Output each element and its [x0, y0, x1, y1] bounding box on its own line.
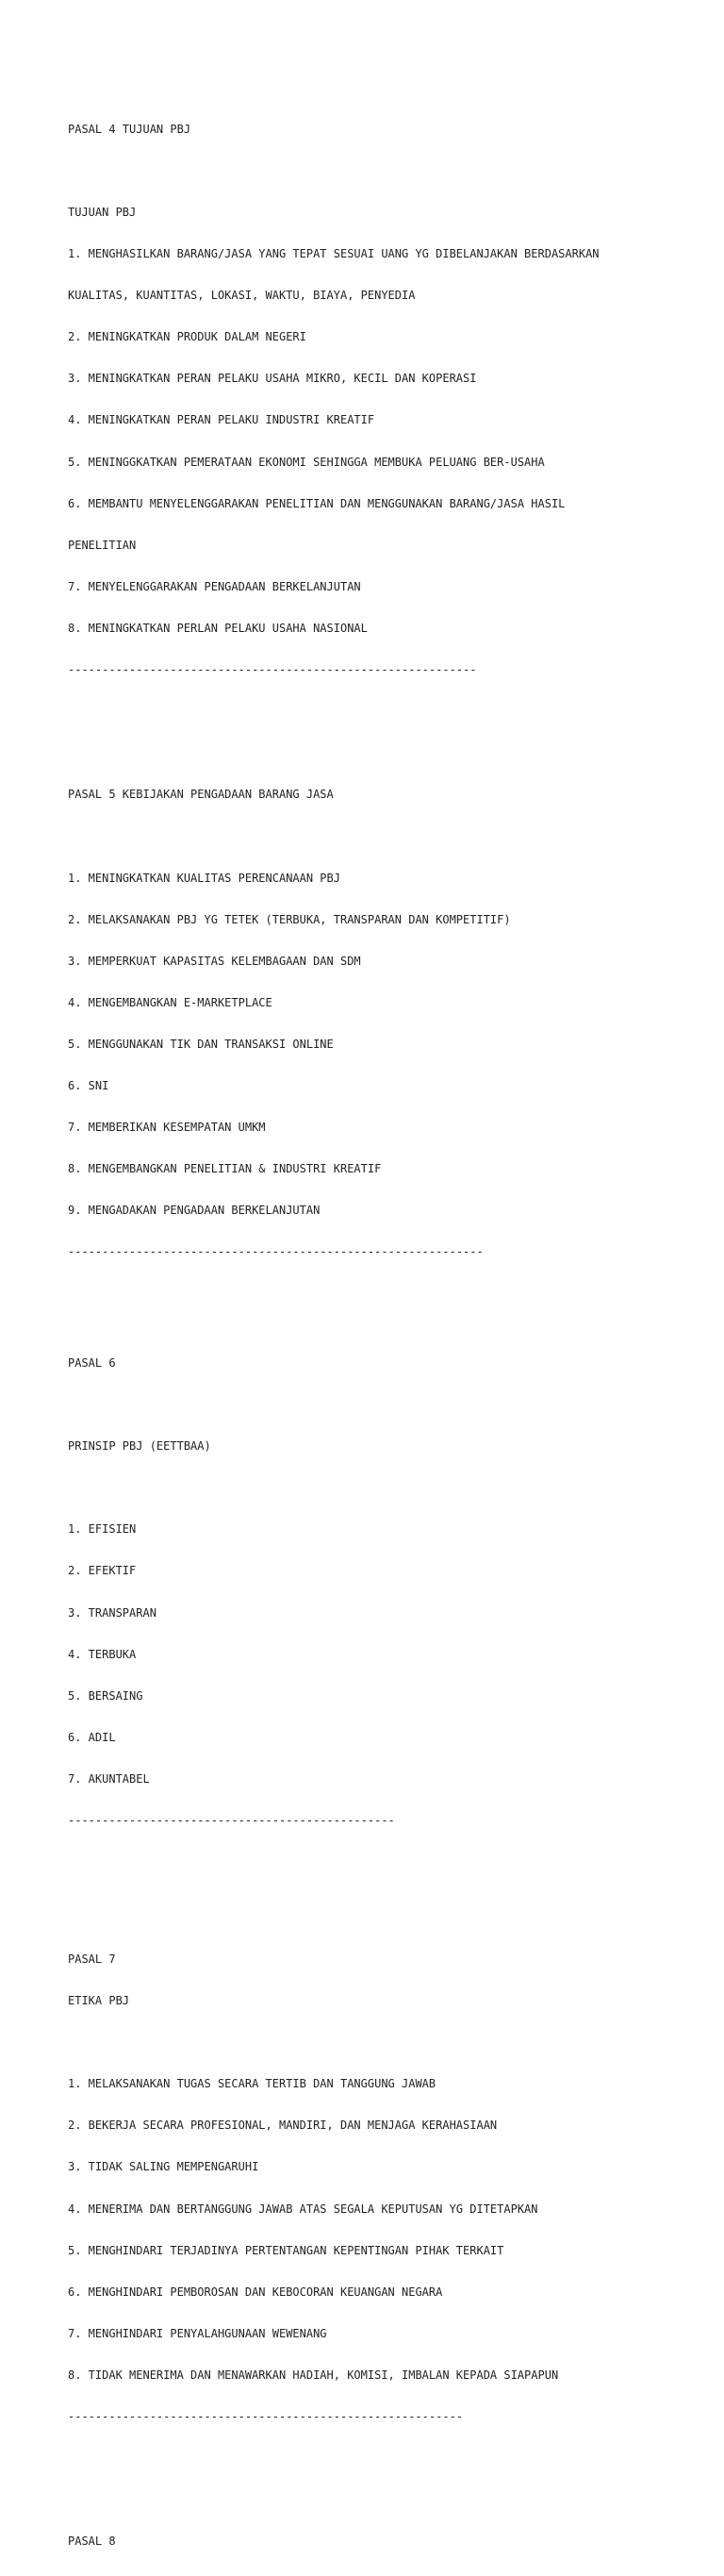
blank-line: [68, 829, 709, 843]
blank-line: [68, 2451, 709, 2479]
pasal-7-item: 6. MENGHINDARI PEMBOROSAN DAN KEBOCORAN KEUANGAN NEGARA: [68, 2285, 443, 2299]
pasal-6-item: 7. AKUNTABEL: [68, 1771, 150, 1786]
pasal-7-item: 7. MENGHINDARI PENYALAHGUNAAN WEWENANG: [68, 2326, 327, 2340]
blank-line: [68, 164, 709, 178]
pasal-6-heading: PASAL 6: [68, 1355, 116, 1370]
pasal-5-item: 7. MEMBERIKAN KESEMPATAN UMKM: [68, 1121, 266, 1135]
pasal-4-item: 4. MENINGKATKAN PERAN PELAKU INDUSTRI KREATIF: [68, 413, 375, 427]
section-divider: -------------------------------------------------------------: [68, 1245, 484, 1259]
pasal-6-item: 2. EFEKTIF: [68, 1564, 137, 1578]
pasal-6-item: 1. EFISIEN: [68, 1522, 137, 1537]
blank-line: [68, 1287, 709, 1301]
blank-line: [68, 2036, 709, 2050]
document-body: [68, 67, 709, 2576]
pasal-6-subheading: PRINSIP PBJ (EETTBAA): [68, 1439, 211, 1454]
pasal-5-item: 5. MENGGUNAKAN TIK DAN TRANSAKSI ONLINE: [68, 1037, 334, 1051]
pasal-4-item: 3. MENINGKATKAN PERAN PELAKU USAHA MIKRO, KECIL DAN KOPERASI: [68, 372, 477, 386]
section-divider: ------------------------------------------------------------: [68, 663, 477, 677]
pasal-6-item: 4. TERBUKA: [68, 1647, 137, 1661]
pasal-4-subheading: TUJUAN PBJ: [68, 206, 137, 219]
pasal-5-item: 4. MENGEMBANGKAN E-MARKETPLACE: [68, 995, 272, 1009]
pasal-5-item: 3. MEMPERKUAT KAPASITAS KELEMBAGAAN DAN SDM: [68, 954, 361, 968]
pasal-7-item: 3. TIDAK SALING MEMPENGARUHI: [68, 2160, 259, 2174]
pasal-8-heading: PASAL 8: [68, 2534, 116, 2549]
pasal-5-item: 6. SNI: [68, 1078, 109, 1092]
pasal-4-item: 6. MEMBANTU MENYELENGGARAKAN PENELITIAN DAN MENGGUNAKAN BARANG/JASA HASIL: [68, 496, 566, 510]
blank-line: [68, 1855, 709, 1897]
pasal-6-item: 5. BERSAING: [68, 1688, 143, 1703]
pasal-7-item: 5. MENGHINDARI TERJADINYA PERTENTANGAN KEPENTINGAN PIHAK TERKAIT: [68, 2243, 504, 2257]
section-divider: ----------------------------------------------------------: [68, 2410, 464, 2424]
pasal-6-item: 6. ADIL: [68, 1730, 116, 1744]
pasal-4-item: 8. MENINGKATKAN PERLAN PELAKU USAHA NASIONAL: [68, 621, 368, 635]
section-divider: ------------------------------------------------: [68, 1813, 395, 1827]
blank-line: [68, 705, 709, 732]
pasal-4-item: PENELITIAN: [68, 538, 137, 552]
pasal-4-item: KUALITAS, KUANTITAS, LOKASI, WAKTU, BIAYA, PENYEDIA: [68, 289, 416, 303]
pasal-6-item: 3. TRANSPARAN: [68, 1605, 156, 1620]
pasal-7-item: 2. BEKERJA SECARA PROFESIONAL, MANDIRI, DAN MENJAGA KERAHASIAAN: [68, 2119, 498, 2133]
pasal-7-subheading: ETIKA PBJ: [68, 1994, 130, 2008]
pasal-4-item: 5. MENINGGKATKAN PEMERATAAN EKONOMI SEHINGGA MEMBUKA PELUANG BER-USAHA: [68, 455, 545, 469]
pasal-5-item: 2. MELAKSANAKAN PBJ YG TETEK (TERBUKA, TRANSPARAN DAN KOMPETITIF): [68, 912, 511, 926]
pasal-4-item: 7. MENYELENGGARAKAN PENGADAAN BERKELANJUTAN: [68, 579, 361, 593]
pasal-4-item: 1. MENGHASILKAN BARANG/JASA YANG TEPAT SESUAI UANG YG DIBELANJAKAN BERDASARKAN: [68, 247, 600, 261]
pasal-5-heading: PASAL 5 KEBIJAKAN PENGADAAN BARANG JASA: [68, 788, 334, 802]
pasal-5-item: 1. MENINGKATKAN KUALITAS PERENCANAAN PBJ: [68, 871, 340, 885]
pasal-7-item: 1. MELAKSANAKAN TUGAS SECARA TERTIB DAN TANGGUNG JAWAB: [68, 2077, 436, 2091]
pasal-4-item: 2. MENINGKATKAN PRODUK DALAM NEGERI: [68, 330, 306, 344]
pasal-7-heading: PASAL 7: [68, 1952, 116, 1966]
pasal-5-item: 8. MENGEMBANGKAN PENELITIAN & INDUSTRI KREATIF: [68, 1162, 382, 1176]
pasal-7-item: 8. TIDAK MENERIMA DAN MENAWARKAN HADIAH, KOMISI, IMBALAN KEPADA SIAPAPUN: [68, 2368, 559, 2382]
pasal-4-heading: PASAL 4 TUJUAN PBJ: [68, 122, 191, 136]
blank-line: [68, 1398, 709, 1412]
blank-line: [68, 1481, 709, 1495]
pasal-5-item: 9. MENGADAKAN PENGADAAN BERKELANJUTAN: [68, 1204, 321, 1218]
pasal-7-item: 4. MENERIMA DAN BERTANGGUNG JAWAB ATAS SEGALA KEPUTUSAN YG DITETAPKAN: [68, 2202, 538, 2216]
